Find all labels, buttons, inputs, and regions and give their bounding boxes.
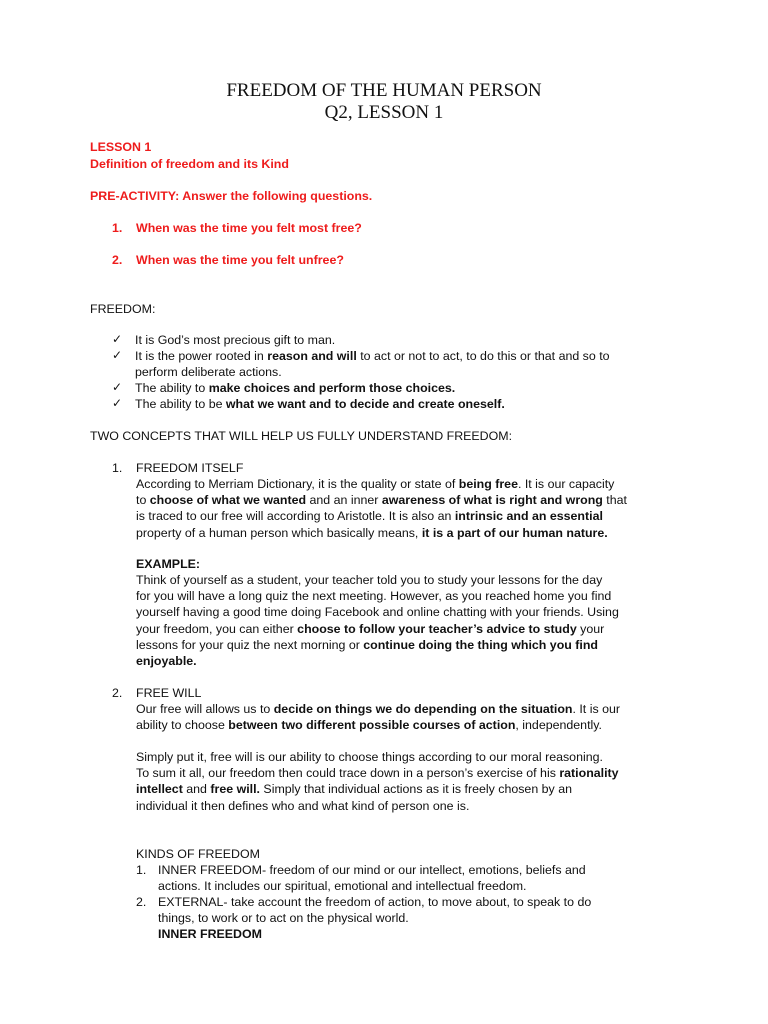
check-text: The ability to [135, 381, 209, 395]
checkmark-icon: ✓ [112, 332, 123, 346]
two-concepts-heading: TWO CONCEPTS THAT WILL HELP US FULLY UNDERSTAND FREEDOM: [90, 429, 513, 443]
concept-number: 1. [112, 461, 123, 475]
concept-heading: FREE WILL [136, 686, 202, 700]
freedom-heading: FREEDOM: [90, 302, 156, 316]
document-title-line1: FREEDOM OF THE HUMAN PERSON [226, 80, 542, 101]
lesson-subtitle: Definition of freedom and its Kind [90, 157, 289, 171]
check-text-bold: make choices and perform those choices. [208, 381, 456, 395]
kinds-text: things, to work or to act on the physical world. [158, 911, 409, 925]
kinds-text: EXTERNAL- take account the freedom of action, to move about, to speak to do [158, 895, 592, 909]
inner-freedom-heading: INNER FREEDOM [158, 927, 262, 941]
check-text-bold: reason and will [267, 349, 357, 363]
checkmark-icon: ✓ [112, 348, 123, 362]
kinds-number: 2. [136, 895, 147, 909]
kinds-heading: KINDS OF FREEDOM [136, 847, 260, 861]
kinds-text: INNER FREEDOM- freedom of our mind or our intellect, emotions, beliefs and [158, 863, 586, 877]
concept-paragraph: According to Merriam Dictionary, it is the quality or state of being free. It is our capacity to choose of what we wanted and an inner awareness of what is right and wrong that is traced to our free will according to Aristotle. It is also an intrinsic and an essential property of a human person which basically means, it is a part of our human nature. [136, 477, 627, 540]
concept-paragraph: Simply put it, free will is our ability to choose things according to our moral reasoning. To sum it all, our freedom then could trace down in a person’s exercise of his rationality intellect and free will. Simply that individual actions as it is freely chosen by an individual it then defines who and what kind of person one is. [136, 750, 619, 813]
check-text: The ability to be [135, 397, 226, 411]
checkmark-icon: ✓ [112, 380, 123, 394]
check-text-continued: perform deliberate actions. [135, 365, 282, 379]
check-text-bold: what we want and to decide and create oneself. [225, 397, 505, 411]
question-text: When was the time you felt unfree? [136, 253, 344, 267]
check-text: It is God’s most precious gift to man. [135, 333, 336, 347]
example-label: EXAMPLE: [136, 557, 201, 571]
concept-heading: FREEDOM ITSELF [136, 461, 244, 475]
lesson-label: LESSON 1 [90, 140, 152, 154]
kinds-text: actions. It includes our spiritual, emotional and intellectual freedom. [158, 879, 527, 893]
check-text: It is the power rooted in [135, 349, 268, 363]
kinds-number: 1. [136, 863, 147, 877]
document-title-line2: Q2, LESSON 1 [324, 102, 444, 123]
question-number: 2. [112, 253, 123, 267]
checkmark-icon: ✓ [112, 396, 123, 410]
concept-number: 2. [112, 686, 123, 700]
preactivity-heading: PRE-ACTIVITY: Answer the following questions. [90, 189, 373, 203]
question-text: When was the time you felt most free? [136, 221, 362, 235]
question-number: 1. [112, 221, 123, 235]
concept-paragraph: Our free will allows us to decide on things we do depending on the situation. It is our ability to choose between two different possible courses of action, independently. [136, 702, 620, 733]
example-paragraph: Think of yourself as a student, your teacher told you to study your lessons for the day for you will have a long quiz the next meeting. However, as you reached home you find yourself having a good time doing Facebook and online chatting with your friends. Using your freedom, you can either choose to follow your teacher’s advice to study your lessons for your quiz the next morning or continue doing the thing which you find enjoyable. [136, 573, 619, 669]
check-text: to act or not to act, to do this or that and so to [356, 349, 610, 363]
